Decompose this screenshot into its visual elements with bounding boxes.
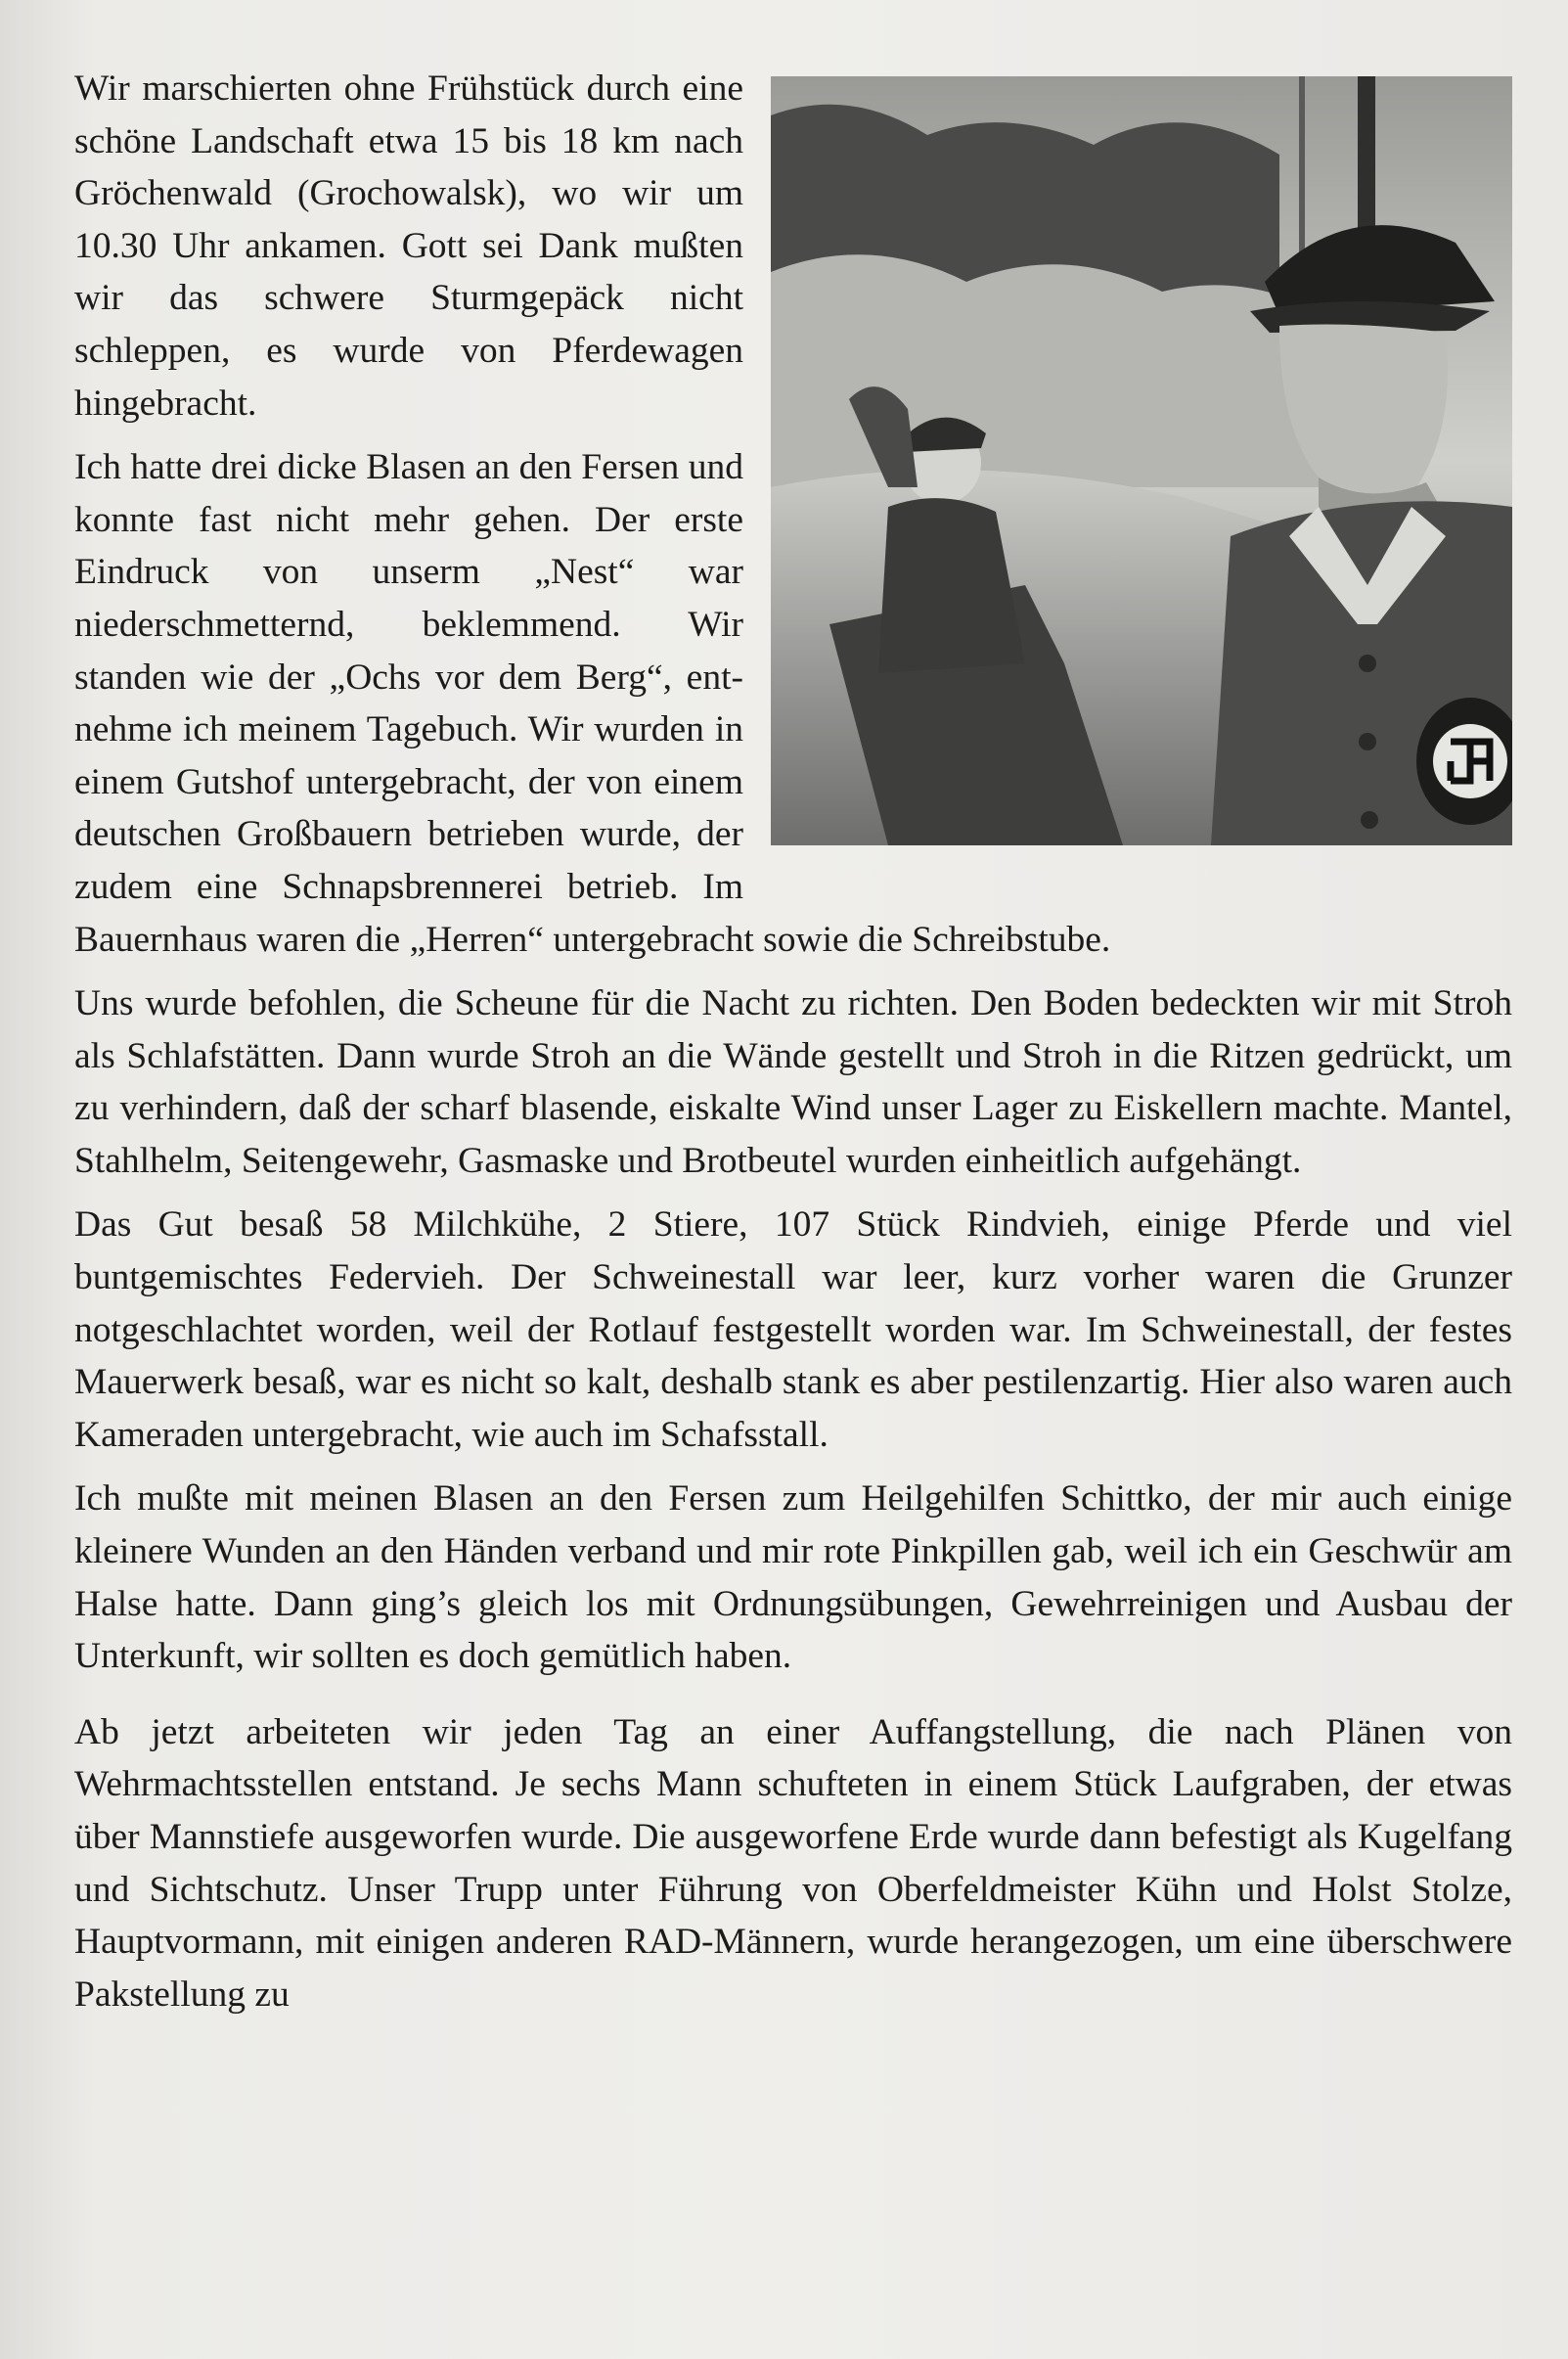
paragraph-3: Uns wurde befohlen, die Scheune für die Nacht zu richten. Den Boden bedeckten wir mit Stroh als Schlafstätten. Dann wurde Stroh an die Wände gestellt und Stroh in die Ritzen gedrückt, um zu verhindern, daß der scharf blasende, eiskalte Wind unser Lager zu Eiskellern machte. Mantel, Stahlhelm, Seitengewehr, Gasmaske und Brotbeutel wurden einheitlich aufgehängt. bbox=[74, 983, 1512, 1181]
paragraph-4: Das Gut besaß 58 Milchkühe, 2 Stiere, 107 Stück Rindvieh, einige Pferde und viel buntgemischtes Federvieh. Der Schweinestall war leer, kurz vorher waren die Grunzer notgeschlachtet worden, weil der Rotlauf festgestellt worden war. Im Schweinestall, der festes Mauerwerk besaß, war es nicht so kalt, deshalb stank es aber pestilenzartig. Hier also waren auch Kameraden untergebracht, wie auch im Schafsstall. bbox=[74, 1204, 1512, 1455]
paragraph-2: Ich hatte drei dicke Blasen an den Fersen und konnte fast nicht mehr gehen. Der erste Eindruck von unserm „Nest“ war niederschmetternd, beklemmend. Wir standen wie der „Ochs vor dem Berg“, entnehme ich meinem Tagebuch. Wir wurden in einem Gutshof untergebracht, der von einem deutschen Großbauern betrieben wurde, der zudem eine Schnapsbrennerei betrieb. Im Bauernhaus waren die „Herren“ untergebracht sowie die Schreibstube. bbox=[74, 447, 1111, 960]
historical-photo-icon bbox=[771, 76, 1512, 845]
paragraph-5: Ich mußte mit meinen Blasen an den Fersen zum Heilgehilfen Schittko, der mir auch einige kleinere Wunden an den Händen verband und mir rote Pinkpillen gab, weil ich ein Geschwür am Halse hatte. Dann ging’s gleich los mit Ordnungsübungen, Gewehrreinigen und Ausbau der Unterkunft, wir sollten es doch gemütlich haben. bbox=[74, 1478, 1512, 1677]
page-text bbox=[74, 63, 1512, 2020]
photo bbox=[771, 76, 1512, 845]
paragraph-6: Ab jetzt arbeiteten wir jeden Tag an einer Auffangstellung, die nach Plänen von Wehrmachtsstellen entstand. Je sechs Mann schufteten in einem Stück Laufgraben, der etwas über Mannstiefe ausgeworfen wurde. Die ausgeworfene Erde wurde dann befestigt als Kugelfang und Sichtschutz. Unser Trupp unter Führung von Oberfeldmeister Kühn und Holst Stolze, Hauptvormann, mit einigen anderen RAD-Männern, wurde herangezogen, um eine überschwere Pakstellung zu bbox=[74, 1711, 1512, 2015]
paragraph-1: Wir marschierten ohne Frühstück durch eine schöne Landschaft etwa 15 bis 18 km nach Gröchenwald (Grochowalsk), wo wir um 10.30 Uhr ankamen. Gott sei Dank mußten wir das schwere Sturmgepäck nicht schleppen, es wurde von Pferdewagen hingebracht. bbox=[74, 68, 743, 424]
